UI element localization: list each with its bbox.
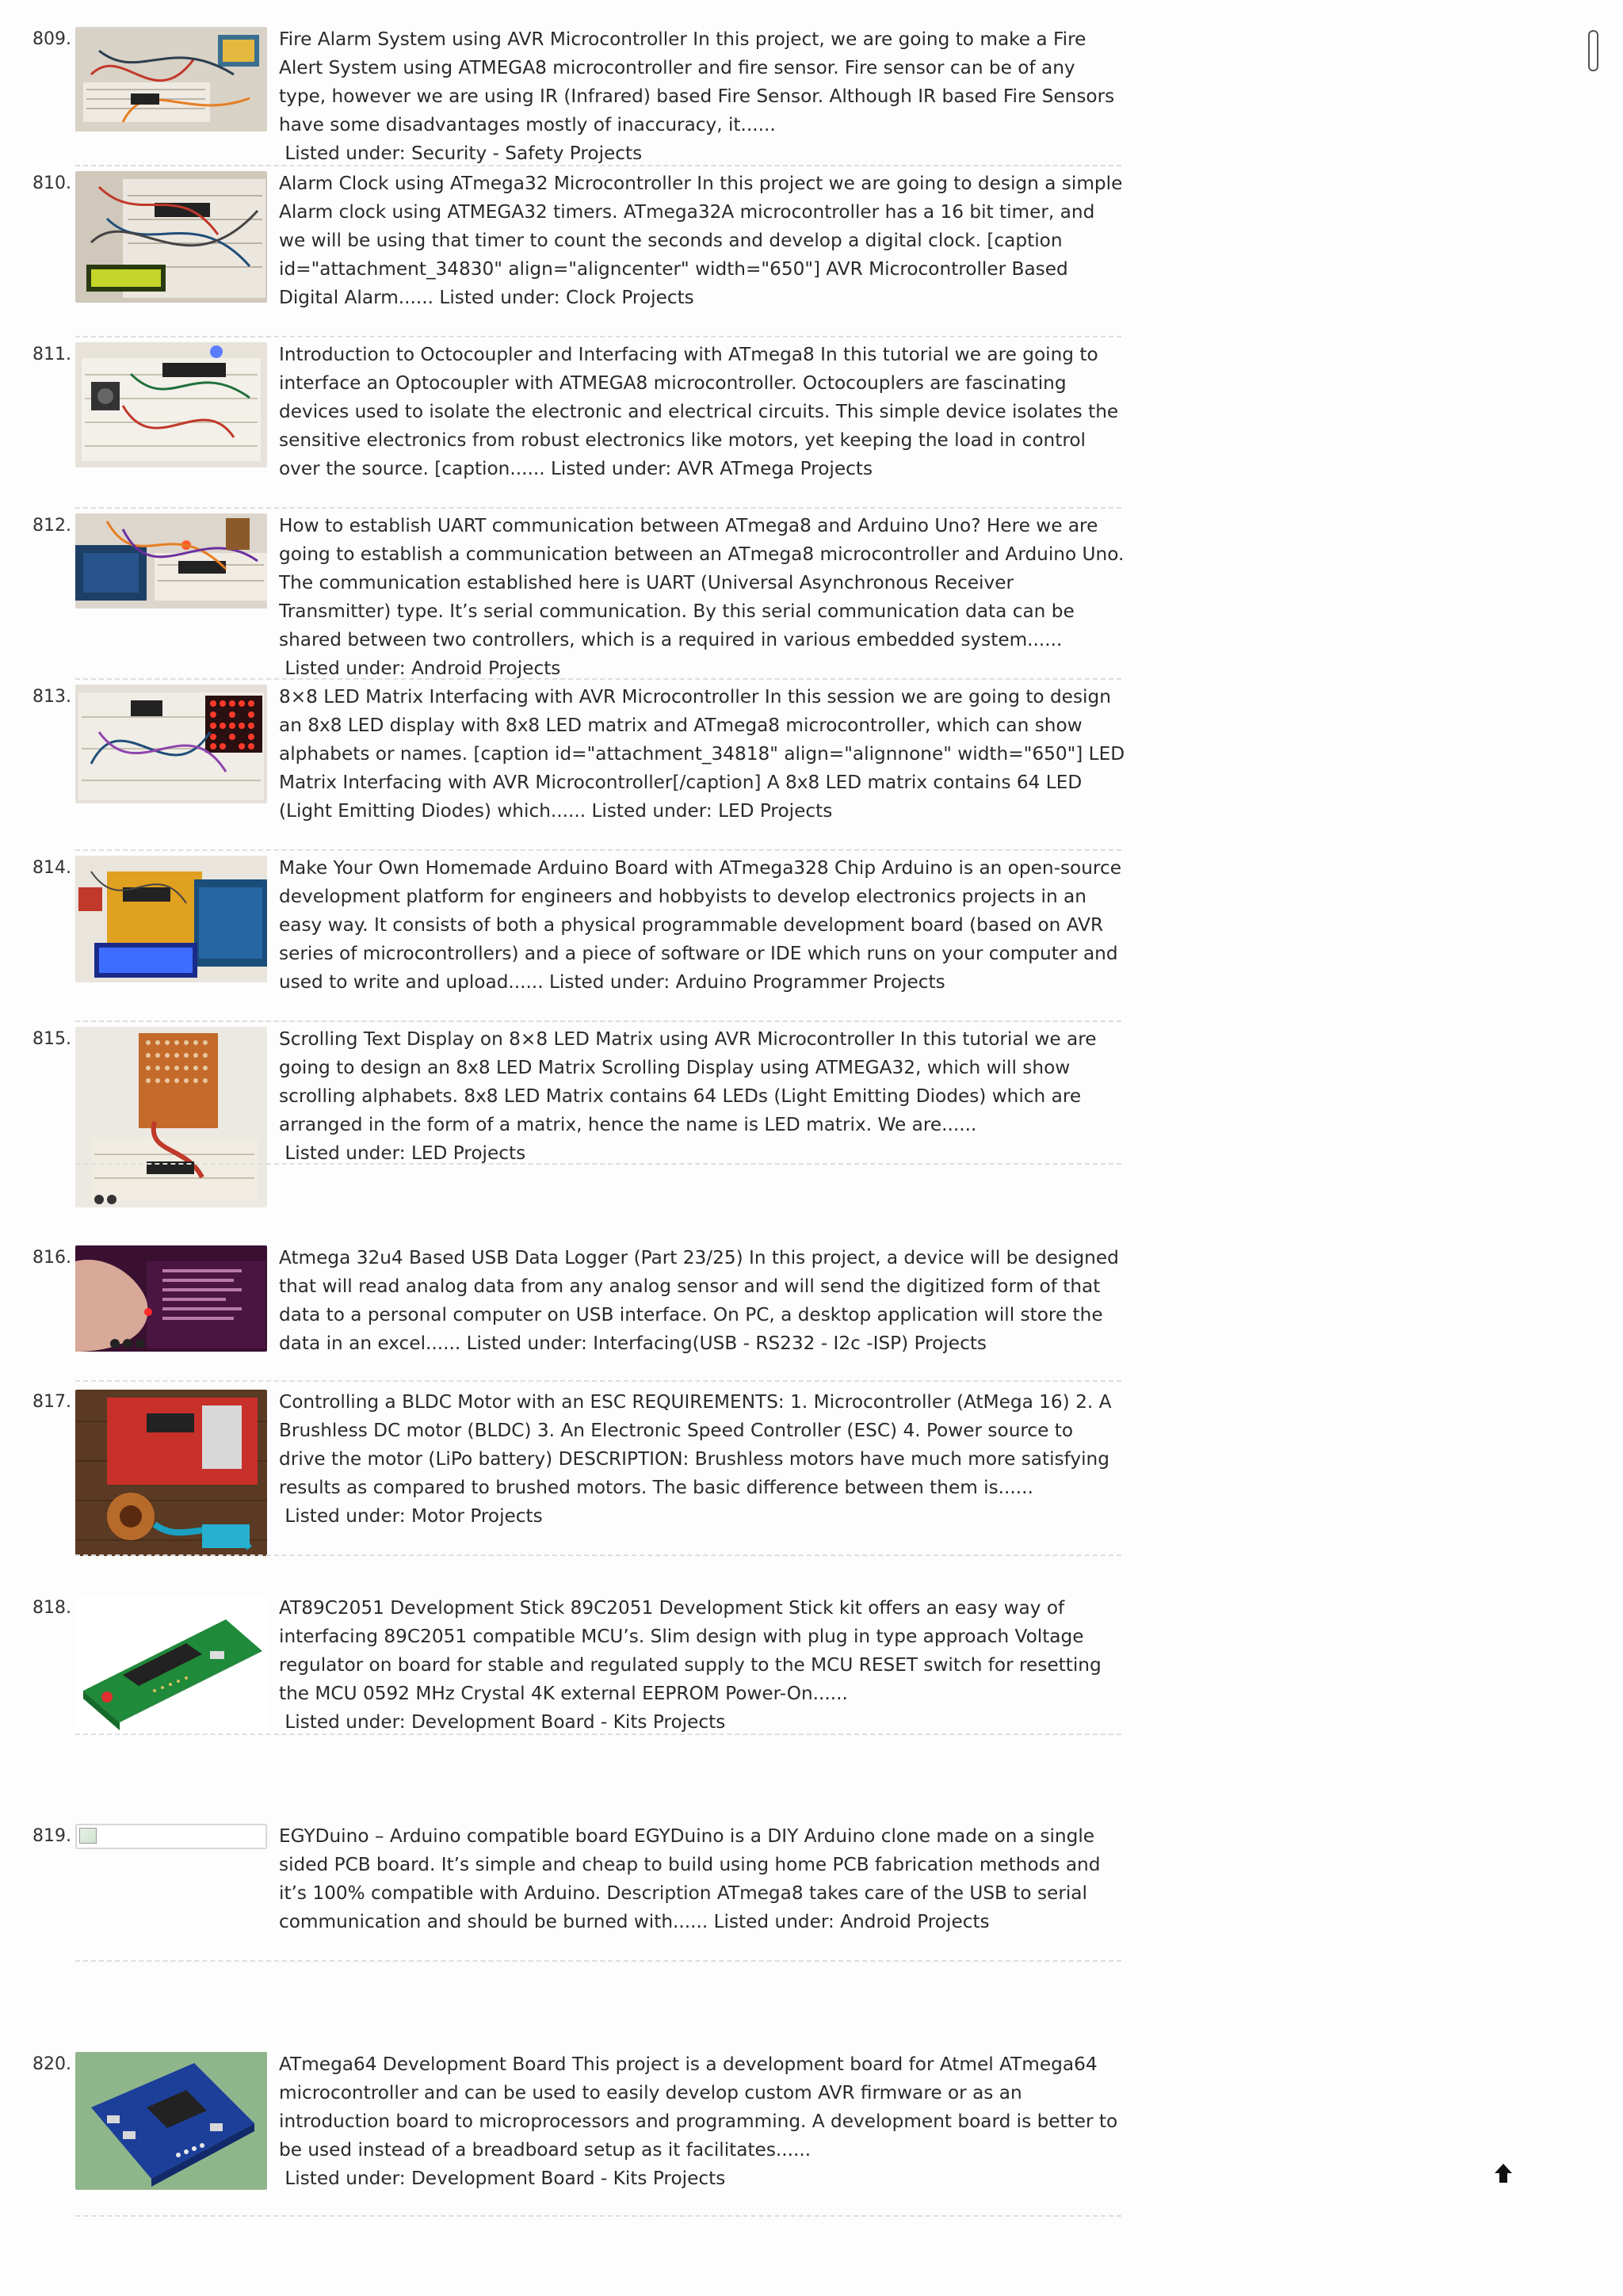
item-number: 810. — [32, 174, 71, 193]
item-divider — [75, 849, 1121, 851]
breadboard-photo-icon[interactable] — [75, 342, 267, 467]
item-description[interactable] — [279, 2050, 1125, 2193]
list-item[interactable] — [0, 512, 1125, 683]
item-category[interactable]: Listed under: Arduino Programmer Projects — [543, 971, 945, 993]
list-item[interactable] — [0, 1025, 1125, 1244]
item-description[interactable] — [279, 1244, 1125, 1358]
item-category[interactable]: Listed under: Clock Projects — [433, 287, 694, 308]
arduino-breadboard-photo-icon[interactable] — [75, 513, 267, 608]
list-item[interactable] — [0, 2050, 1125, 2248]
lcd-breadboard-photo-icon[interactable] — [75, 171, 267, 303]
breadboard-photo-icon[interactable] — [75, 27, 267, 132]
item-divider — [75, 336, 1121, 338]
item-description[interactable] — [279, 1388, 1125, 1531]
item-divider — [75, 1960, 1121, 1962]
item-number: 820. — [32, 2054, 71, 2074]
item-category[interactable]: Listed under: Interfacing(USB - RS232 - I2c -ISP) Projects — [460, 1333, 987, 1354]
back-to-top-button[interactable] — [1490, 2160, 1517, 2187]
list-item[interactable] — [0, 1388, 1125, 1589]
item-description[interactable] — [279, 512, 1125, 683]
item-divider — [75, 678, 1121, 680]
item-summary: Atmega 32u4 Based USB Data Logger (Part 23/25) In this project, a device will be designed that will read analog data from any analog sensor and will send the digitized form of that data to a personal computer on USB interface. On PC, a desktop application will store the data in an excel...... — [279, 1247, 1119, 1354]
led-matrix-board-photo-icon[interactable] — [75, 1027, 267, 1207]
item-divider — [75, 165, 1121, 166]
item-number: 811. — [32, 345, 71, 364]
usb-logger-photo-icon[interactable] — [75, 1245, 267, 1352]
item-summary: Make Your Own Homemade Arduino Board with ATmega328 Chip Arduino is an open-source development platform for engineers and hobbyists to develop electronics projects in an easy way. It consists of both a physical programmable development board (based on AVR series of microcontrollers) and a piece of software or IDE which runs on your computer and used to write and upload...... — [279, 857, 1121, 993]
item-number: 817. — [32, 1392, 71, 1412]
led-matrix-photo-icon[interactable] — [75, 685, 267, 803]
item-summary: AT89C2051 Development Stick 89C2051 Development Stick kit offers an easy way of interfacing 89C2051 compatible MCU’s. Slim design with plug in type approach Voltage regulator on board for stable and regulated supply to the MCU RESET switch for resetting the MCU 0592 MHz Crystal 4K external EEPROM Power-On...... — [279, 1597, 1102, 1704]
item-number: 815. — [32, 1029, 71, 1049]
item-category[interactable]: Listed under: Android Projects — [708, 1911, 990, 1932]
list-item[interactable] — [0, 25, 1125, 168]
dev-board-photo-icon[interactable] — [75, 2052, 267, 2190]
item-divider — [75, 1020, 1121, 1022]
item-category[interactable]: Listed under: LED Projects — [279, 1142, 526, 1164]
item-description[interactable] — [279, 25, 1125, 168]
item-description[interactable] — [279, 1025, 1125, 1168]
item-summary: EGYDuino – Arduino compatible board EGYDuino is a DIY Arduino clone made on a single sided PCB board. It’s simple and cheap to build using home PCB fabrication methods and it’s 100% compatible with Arduino. Description ATmega8 takes care of the USB to serial communication and should be burned with...... — [279, 1825, 1101, 1932]
item-category[interactable]: Listed under: Development Board - Kits Projects — [279, 1711, 726, 1733]
item-number: 813. — [32, 687, 71, 707]
item-summary: Scrolling Text Display on 8×8 LED Matrix using AVR Microcontroller In this tutorial we are going to design an 8x8 LED Matrix Scrolling Display using ATMEGA32, which will show scrolling alphabets. 8x8 LED Matrix contains 64 LEDs (Light Emitting Diodes) which are arranged in the form of a matrix, hence the name is LED matrix. We are...... — [279, 1028, 1097, 1135]
item-number: 812. — [32, 516, 71, 536]
item-category[interactable]: Listed under: AVR ATmega Projects — [544, 458, 873, 479]
item-category[interactable]: Listed under: Motor Projects — [279, 1505, 543, 1527]
item-summary: Controlling a BLDC Motor with an ESC REQUIREMENTS: 1. Microcontroller (AtMega 16) 2. A Brushless DC motor (BLDC) 3. An Electronic Speed Controller (ESC) 4. Power source to drive the motor (LiPo battery) DESCRIPTION: Brushless motors have much more satisfying results as compared to brushed motors. The basic difference between them is...... — [279, 1391, 1112, 1498]
list-item[interactable] — [0, 683, 1125, 854]
item-category[interactable]: Listed under: Security - Safety Projects — [279, 143, 643, 164]
item-description[interactable] — [279, 1594, 1125, 1737]
item-divider — [75, 2215, 1121, 2217]
item-divider — [75, 1380, 1121, 1382]
arrow-up-icon — [1493, 2162, 1514, 2184]
broken-image-icon[interactable] — [75, 1824, 267, 1849]
item-divider — [75, 1733, 1121, 1735]
item-summary: Fire Alarm System using AVR Microcontroller In this project, we are going to make a Fire Alert System using ATMEGA8 microcontroller and fire sensor. Fire sensor can be of any type, however we are using IR (Infrared) based Fire Sensor. Although IR based Fire Sensors have some disadvantages mostly of inaccuracy, it...... — [279, 29, 1115, 135]
item-divider — [75, 1554, 1121, 1556]
scrollbar-handle[interactable] — [1588, 30, 1598, 71]
list-item[interactable] — [0, 1594, 1125, 1822]
item-category[interactable]: Listed under: Development Board - Kits Projects — [279, 2168, 726, 2189]
item-description[interactable] — [279, 683, 1125, 826]
item-summary: ATmega64 Development Board This project is a development board for Atmel ATmega64 microcontroller and can be used to easily develop custom AVR firmware or as an introduction board to microprocessors and programming. A development board is better to be used instead of a breadboard setup as it facilitates...... — [279, 2054, 1118, 2161]
list-item[interactable] — [0, 170, 1125, 341]
item-number: 816. — [32, 1248, 71, 1268]
item-divider — [75, 507, 1121, 509]
arduino-board-photo-icon[interactable] — [75, 856, 267, 982]
item-summary: 8×8 LED Matrix Interfacing with AVR Microcontroller In this session we are going to design an 8x8 LED display with 8x8 LED matrix and ATmega8 microcontroller, which can show alphabets or names. [caption id="attachment_34818" align="alignnone" width="650"] LED Matrix Interfacing with AVR Microcontroller[/caption] A 8x8 LED matrix contains 64 LED (Light Emitting Diodes) which...... — [279, 686, 1125, 822]
dev-stick-photo-icon[interactable] — [75, 1596, 267, 1735]
item-category[interactable]: Listed under: LED Projects — [586, 800, 833, 822]
item-summary: Alarm Clock using ATmega32 Microcontroller In this project we are going to design a simple Alarm clock using ATMEGA32 timers. ATmega32A microcontroller has a 16 bit timer, and we will be using that timer to count the seconds and develop a digital clock. [caption id="attachment_34830" align="aligncenter" width="650"] AVR Microcontroller Based Digital Alarm...... — [279, 173, 1123, 308]
list-item[interactable] — [0, 854, 1125, 1025]
item-number: 818. — [32, 1598, 71, 1618]
list-item[interactable] — [0, 1244, 1125, 1388]
item-number: 809. — [32, 29, 71, 49]
item-category[interactable]: Listed under: Android Projects — [279, 658, 561, 679]
item-description[interactable] — [279, 1822, 1125, 1936]
item-number: 814. — [32, 858, 71, 878]
item-number: 819. — [32, 1826, 71, 1846]
item-description[interactable] — [279, 854, 1125, 997]
item-divider — [75, 1163, 1121, 1165]
list-item[interactable] — [0, 1822, 1125, 2050]
bldc-motor-photo-icon[interactable] — [75, 1390, 267, 1556]
item-summary: Introduction to Octocoupler and Interfacing with ATmega8 In this tutorial we are going to interface an Optocoupler with ATMEGA8 microcontroller. Octocouplers are fascinating devices used to isolate the electronic and electrical circuits. This simple device isolates the sensitive electronics from robust electronics like motors, yet keeping the load in control over the source. [caption...... — [279, 344, 1119, 479]
item-description[interactable] — [279, 170, 1125, 312]
item-description[interactable] — [279, 341, 1125, 483]
item-summary: How to establish UART communication between ATmega8 and Arduino Uno? Here we are going to establish a communication between an ATmega8 microcontroller and Arduino Uno. The communication established here is UART (Universal Asynchronous Receiver Transmitter) type. It’s serial communication. By this serial communication data can be shared between two controllers, which is a required in various embedded system...... — [279, 515, 1125, 650]
list-item[interactable] — [0, 341, 1125, 512]
